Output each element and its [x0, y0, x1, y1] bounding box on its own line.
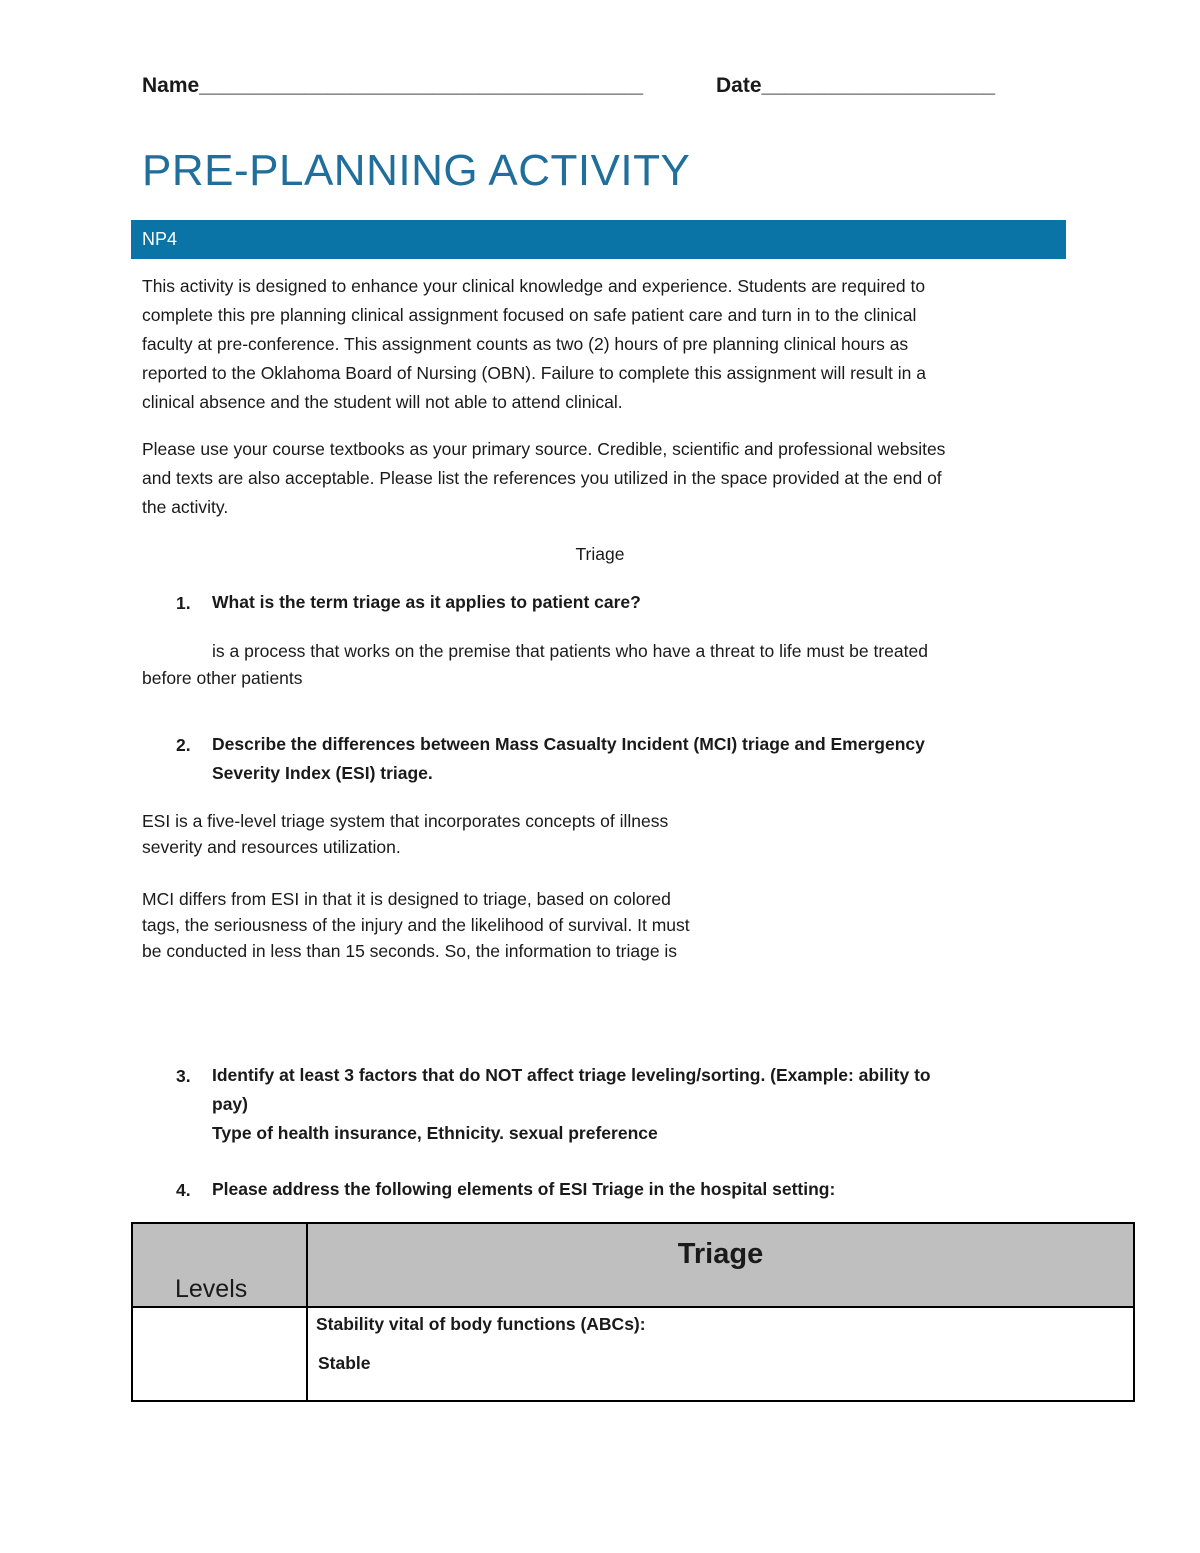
question-2-text: [212, 730, 925, 788]
sources-line: the activity.: [142, 497, 229, 517]
question-1-number: 1.: [176, 593, 191, 613]
levels-header-label: Levels: [175, 1275, 248, 1303]
question-4-number: 4.: [176, 1180, 191, 1200]
question-3-line: Identify at least 3 factors that do NOT affect triage leveling/sorting. (Example: ability to: [212, 1065, 931, 1085]
triage-table: [131, 1222, 1135, 1402]
intro-line: complete this pre planning clinical assignment focused on safe patient care and turn in to the clinical: [142, 305, 917, 325]
answer-2-line: be conducted in less than 15 seconds. So, the information to triage is: [142, 941, 678, 961]
sources-line: Please use your course textbooks as your primary source. Credible, scientific and professional websites: [142, 439, 946, 459]
date-field-label[interactable]: Date____________________: [716, 74, 996, 97]
triage-cell[interactable]: [307, 1307, 1134, 1401]
name-field-label[interactable]: Name______________________________________: [142, 74, 644, 97]
answer-2-paragraph-mci: [142, 886, 690, 964]
section-bar: [131, 220, 1066, 259]
triage-header-label: Triage: [677, 1238, 764, 1270]
section-bar-label: NP4: [142, 229, 178, 249]
abc-stability-label: Stability vital of body functions (ABCs):: [316, 1314, 646, 1334]
question-4-text: Please address the following elements of ESI Triage in the hospital setting:: [212, 1179, 836, 1199]
question-1-text: What is the term triage as it applies to patient care?: [212, 592, 641, 612]
answer-2-line: severity and resources utilization.: [142, 837, 401, 857]
table-header-row: [132, 1223, 1134, 1307]
answer-1-line: is a process that works on the premise that patients who have a threat to life must be treated: [212, 641, 928, 661]
answer-1-line: before other patients: [142, 668, 303, 688]
sources-line: and texts are also acceptable. Please list the references you utilized in the space provided at the end of: [142, 468, 942, 488]
question-3-number: 3.: [176, 1066, 191, 1086]
answer-2-paragraph-esi: [142, 808, 668, 860]
question-3-text: [212, 1061, 931, 1148]
answer-2-line: ESI is a five-level triage system that incorporates concepts of illness: [142, 811, 669, 831]
answer-2-line: tags, the seriousness of the injury and the likelihood of survival. It must: [142, 915, 690, 935]
levels-cell[interactable]: [132, 1307, 307, 1401]
question-2-line: Severity Index (ESI) triage.: [212, 763, 433, 783]
intro-line: clinical absence and the student will not able to attend clinical.: [142, 392, 623, 412]
question-3-line: pay): [212, 1094, 248, 1114]
intro-paragraph: [142, 272, 1062, 417]
triage-column-header: [307, 1223, 1134, 1307]
header-line: [142, 74, 996, 98]
intro-line: reported to the Oklahoma Board of Nursing (OBN). Failure to complete this assignment will result in a: [142, 363, 926, 383]
question-2-number: 2.: [176, 735, 191, 755]
topic-heading: Triage: [575, 544, 625, 564]
intro-line: faculty at pre-conference. This assignment counts as two (2) hours of pre planning clinical hours as: [142, 334, 909, 354]
answer-2-line: MCI differs from ESI in that it is designed to triage, based on colored: [142, 889, 671, 909]
table-row: [132, 1307, 1134, 1401]
answer-3-line: Type of health insurance, Ethnicity. sexual preference: [212, 1123, 658, 1143]
page-title: PRE-PLANNING ACTIVITY: [142, 146, 691, 195]
sources-paragraph: [142, 435, 1062, 522]
abc-stability-value: Stable: [318, 1353, 371, 1373]
question-2-line: Describe the differences between Mass Casualty Incident (MCI) triage and Emergency: [212, 734, 925, 754]
levels-column-header: [132, 1223, 307, 1307]
intro-line: This activity is designed to enhance your clinical knowledge and experience. Students are required to: [142, 276, 926, 296]
